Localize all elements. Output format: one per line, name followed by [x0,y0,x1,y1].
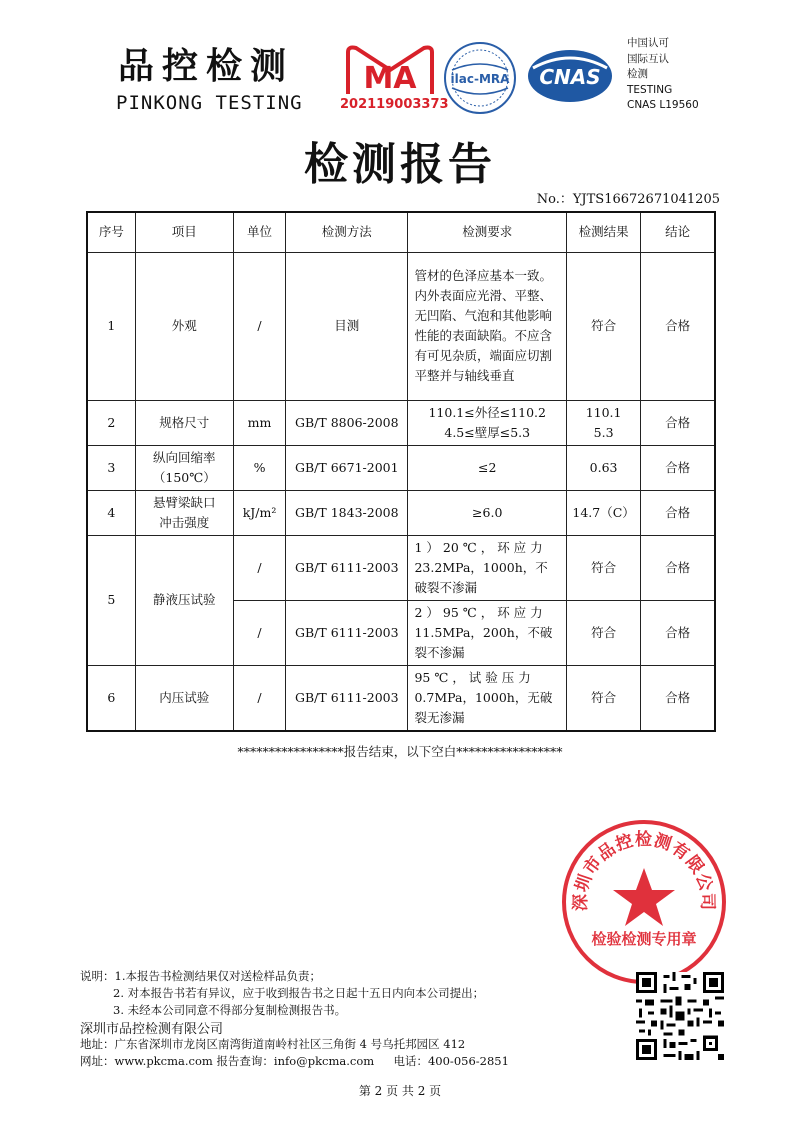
cell-no: 2 [87,400,135,445]
cell-requirement [408,400,567,445]
table-row [87,445,715,490]
report-number: No.：YJTS16672671041205 [536,192,720,207]
requirement-line: 110.1≤外径≤110.2 [428,404,546,420]
cell-item [135,445,233,490]
accreditation-info [627,36,699,114]
item-line: 冲击强度 [159,514,210,530]
cell-unit: mm [233,400,285,445]
cell-method: GB/T 1843-2008 [286,490,408,535]
notes-label: 说明： [80,969,115,983]
cell-no: 6 [87,665,135,731]
cell-item: 规格尺寸 [135,400,233,445]
seal-bottom-text: 检验检测专用章 [591,930,697,948]
table-row [87,400,715,445]
test-results-table [86,211,716,732]
brand-name-cn: 品控检测 [118,46,295,87]
item-line: 悬臂梁缺口 [153,494,216,510]
footer-contact [80,1053,509,1069]
cell-item [135,490,233,535]
cma-logo-text: MA [363,61,417,96]
cell-requirement: ≤2 [408,445,567,490]
accreditation-line: CNAS L19560 [627,99,699,111]
cell-result: 0.63 [566,445,640,490]
result-line: 5.3 [593,424,614,440]
ilac-mra-text: ilac-MRA [450,72,510,86]
page-number: 第 2 页 共 2 页 [358,1084,442,1098]
cell-method: GB/T 6111-2003 [286,600,408,665]
table-row [87,252,715,400]
cell-requirement: 管材的色泽应基本一致。内外表面应光滑、平整、无凹陷、气泡和其他影响性能的表面缺陷。不应含有可见杂质，端面应切割平整并与轴线垂直 [408,252,567,400]
cell-result: 符合 [566,535,640,600]
header-item: 项目 [135,212,233,252]
cell-unit: / [233,600,285,665]
brand-name-en: PINKONG TESTING [116,92,303,114]
cell-method: 目测 [286,252,408,400]
accreditation-line: TESTING [627,83,673,96]
item-line: （150℃） [152,469,216,485]
item-line: 纵向回缩率 [153,449,216,465]
accreditation-line: 检测 [627,68,648,80]
cell-no: 1 [87,252,135,400]
official-seal-icon [560,818,728,986]
seal-top-text: 深圳市品控检测有限公司 [570,829,718,912]
cell-conclusion: 合格 [641,665,715,731]
footer-query[interactable]: 报告查询：info@pkcma.com [216,1054,375,1068]
footer-address: 地址：广东省深圳市龙岗区南湾街道南岭村社区三角街 4 号乌托邦园区 412 [80,1037,466,1051]
cell-result: 符合 [566,665,640,731]
table-header-row [87,212,715,252]
footer-website[interactable]: 网址：www.pkcma.com [80,1054,213,1068]
cell-item: 内压试验 [135,665,233,731]
note-item: 2. 对本报告书若有异议，应于收到报告书之日起十五日内向本公司提出； [113,986,485,1000]
cell-conclusion: 合格 [641,445,715,490]
cell-unit: kJ/m² [233,490,285,535]
header-result: 检测结果 [566,212,640,252]
cell-requirement: ≥6.0 [408,490,567,535]
cell-unit: / [233,252,285,400]
cma-number: 202119003373 [340,97,449,112]
cnas-logo-icon [525,46,615,106]
cell-method: GB/T 6111-2003 [286,535,408,600]
report-title: 检测报告 [304,139,496,190]
cell-requirement: 1 ） 20 ℃ ， 环 应 力 23.2MPa，1000h，不破裂不渗漏 [408,535,567,600]
cell-result [566,400,640,445]
cell-conclusion: 合格 [641,600,715,665]
header-requirement: 检测要求 [408,212,567,252]
table-row [87,490,715,535]
cell-conclusion: 合格 [641,400,715,445]
cell-method: GB/T 6671-2001 [286,445,408,490]
header-conclusion: 结论 [641,212,715,252]
cell-no: 5 [87,535,135,665]
requirement-line: 4.5≤壁厚≤5.3 [444,424,531,440]
qr-code-icon[interactable] [636,972,724,1060]
cell-no: 3 [87,445,135,490]
cell-unit: / [233,535,285,600]
footer-phone: 电话：400-056-2851 [393,1054,509,1068]
cell-result: 14.7（C） [566,490,640,535]
header-unit: 单位 [233,212,285,252]
cell-unit: % [233,445,285,490]
cell-conclusion: 合格 [641,535,715,600]
cell-requirement: 95 ℃ ， 试 验 压 力 0.7MPa，1000h，无破裂无渗漏 [408,665,567,731]
cell-conclusion: 合格 [641,252,715,400]
notes-section [80,968,484,1019]
header-method: 检测方法 [286,212,408,252]
cell-method: GB/T 6111-2003 [286,665,408,731]
note-item: 1.本报告书检测结果仅对送检样品负责； [114,969,321,983]
header-no: 序号 [87,212,135,252]
cell-item: 外观 [135,252,233,400]
cell-unit: / [233,665,285,731]
cell-conclusion: 合格 [641,490,715,535]
table-row [87,665,715,731]
cell-result: 符合 [566,252,640,400]
cnas-logo-text: CNAS [539,65,601,89]
note-item: 3. 未经本公司同意不得部分复制检测报告书。 [113,1003,347,1017]
table-row [87,535,715,600]
cell-no: 4 [87,490,135,535]
result-line: 110.1 [585,404,622,420]
cell-requirement: 2 ） 95 ℃ ， 环 应 力 11.5MPa，200h，不破裂不渗漏 [408,600,567,665]
cell-method: GB/T 8806-2008 [286,400,408,445]
footer-company: 深圳市品控检测有限公司 [80,1022,224,1037]
accreditation-line: 中国认可 [627,37,669,49]
cell-item: 静液压试验 [135,535,233,665]
accreditation-line: 国际互认 [627,52,669,65]
report-end-line: *****************报告结束，以下空白***************** [237,744,563,759]
cell-result: 符合 [566,600,640,665]
ilac-mra-logo-icon [442,40,518,116]
